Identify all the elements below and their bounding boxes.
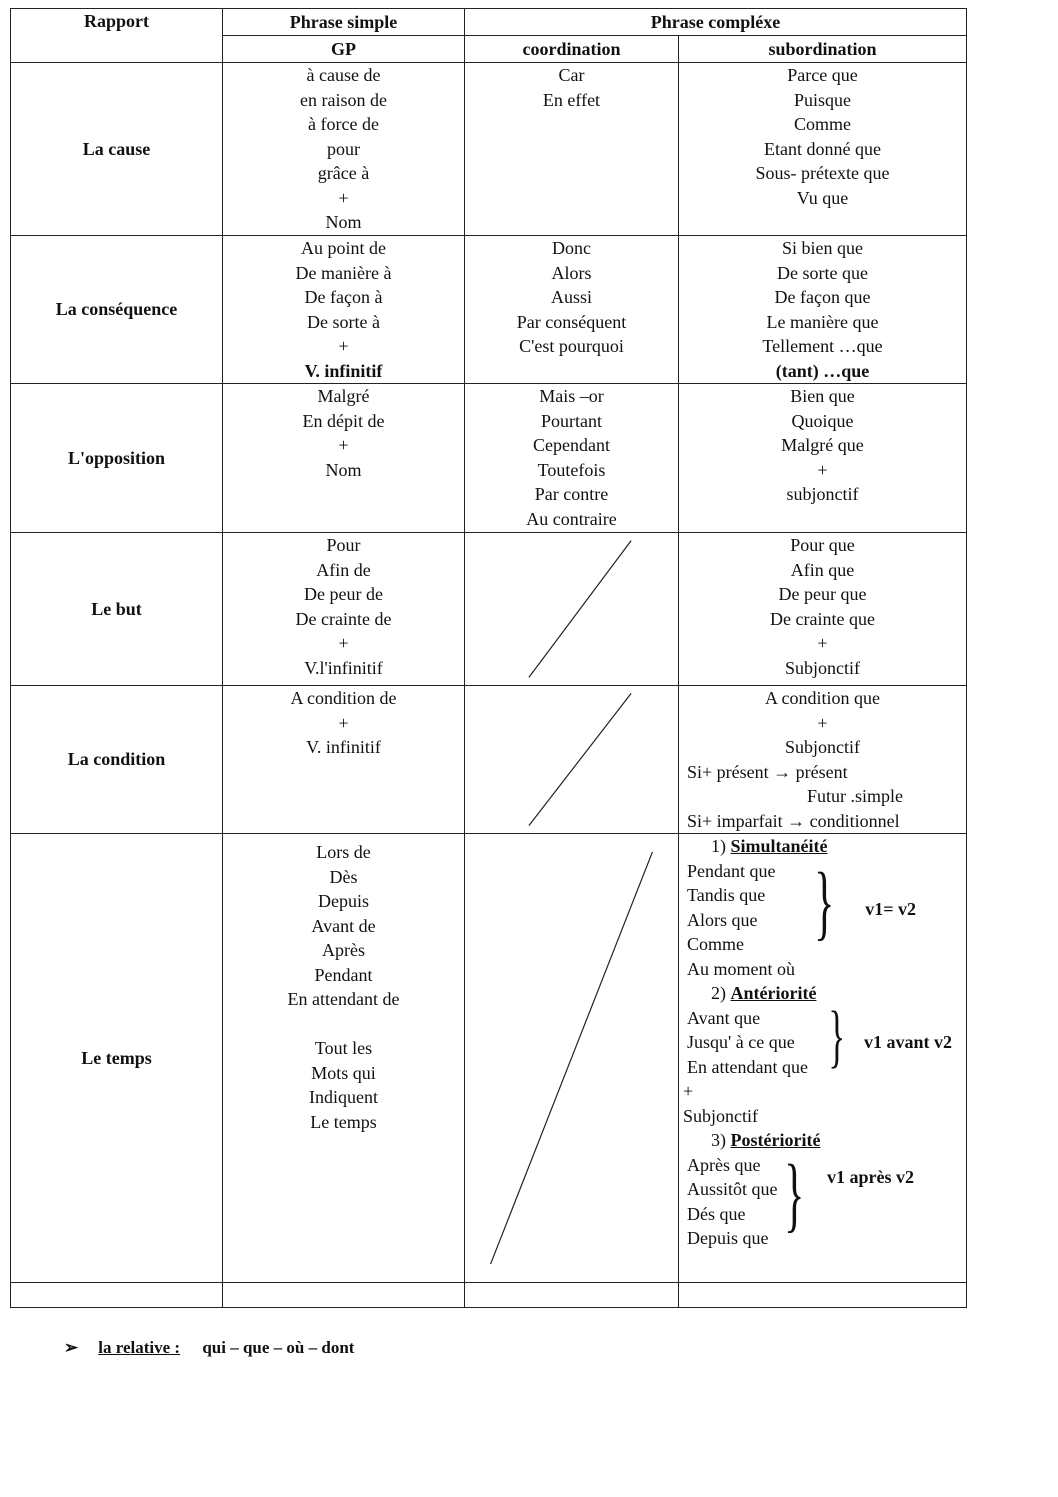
sub-item: Malgré que: [781, 435, 864, 455]
sub-item: Si bien que: [782, 238, 863, 258]
gp-cell: [223, 834, 465, 1283]
bullet-arrow-icon: ➢: [64, 1338, 79, 1357]
gp-item: à force de: [308, 114, 379, 134]
conj-item: Au moment où: [687, 958, 795, 979]
gp-item: [227, 1012, 460, 1037]
conj-item: Pendant que: [687, 860, 776, 881]
table-row-temps: [11, 834, 967, 1283]
conj-item: Comme: [687, 934, 744, 954]
plus-sign: +: [683, 1081, 694, 1101]
subsection-title: Postériorité: [730, 1130, 821, 1150]
coord-item: Cependant: [533, 435, 610, 455]
anteriorite-group: [683, 997, 962, 1080]
header-phrase-simple: Phrase simple: [223, 9, 465, 36]
brace-icon: }: [813, 855, 834, 949]
sub-item: Afin que: [790, 559, 855, 580]
gp-item: +: [338, 435, 349, 455]
empty-cell-slash: [465, 533, 678, 685]
gp-item: Malgré: [317, 386, 370, 406]
subsection-anteriorite: [683, 981, 962, 1006]
sub-item: A condition que: [765, 688, 880, 708]
relation-tag: v1 avant v2: [863, 1031, 952, 1052]
sub-item: +: [817, 459, 828, 480]
coordination-cell-empty: [465, 834, 679, 1283]
sub-item: Puisque: [793, 89, 851, 110]
coord-item: Au contraire: [526, 508, 617, 529]
simultaneite-group: [683, 855, 962, 982]
header-gp: GP: [223, 36, 465, 63]
conj-item: Aussitôt que: [687, 1179, 778, 1199]
coordination-cell-empty: [465, 533, 679, 686]
subordination-cell: [679, 686, 967, 834]
grammar-table: [10, 8, 967, 1308]
gp-item: Afin de: [316, 559, 371, 580]
si-imparfait-label: Si+ imparfait: [687, 810, 783, 831]
table-row-cause: [11, 63, 967, 236]
gp-item: V. infinitif: [304, 360, 383, 381]
gp-item: Le temps: [310, 1111, 377, 1132]
sub-item: Tellement …que: [762, 336, 883, 356]
sub-item: Bien que: [790, 386, 855, 406]
subsection-number: 2): [711, 983, 726, 1003]
arrow-icon: →: [787, 810, 806, 831]
sub-item: Sous- prétexte que: [755, 163, 890, 183]
gp-item: Mots qui: [311, 1062, 376, 1083]
subsection-posteriorite: [683, 1128, 962, 1153]
coord-item: Pourtant: [541, 410, 602, 431]
empty-cell: [223, 1283, 465, 1308]
rapport-label: Le temps: [11, 834, 223, 1283]
coord-item: Alors: [551, 262, 592, 283]
si-present-rule: [683, 760, 962, 785]
gp-cell: [223, 533, 465, 686]
gp-item: Indiquent: [309, 1087, 378, 1107]
subordination-cell: [679, 384, 967, 533]
header-coordination: coordination: [465, 36, 679, 63]
rapport-label: La cause: [11, 63, 223, 236]
sub-item: Quoique: [791, 410, 854, 431]
header-rapport: Rapport: [11, 9, 223, 63]
rapport-label: L'opposition: [11, 384, 223, 533]
gp-item: Nom: [325, 459, 362, 480]
sub-item: subjonctif: [786, 484, 859, 504]
coordination-cell: [465, 384, 679, 533]
si-present-label: Si+ présent: [687, 761, 769, 782]
arrow-icon: →: [773, 761, 792, 782]
coord-item: Aussi: [550, 287, 592, 307]
empty-cell-slash: [465, 686, 678, 833]
conj-item: En attendant que: [687, 1056, 808, 1077]
subordination-cell: [679, 533, 967, 686]
coord-item: Par contre: [534, 484, 609, 504]
conj-item: Tandis que: [687, 885, 766, 905]
relation-tag: v1= v2: [865, 898, 916, 919]
gp-item: V.l'infinitif: [304, 657, 383, 678]
coord-item: Mais –or: [539, 386, 604, 406]
si-present-result-a: présent: [795, 761, 848, 782]
empty-cell: [465, 1283, 679, 1308]
table-row-opposition: [11, 384, 967, 533]
table-row-but: [11, 533, 967, 686]
mode-label: Subjonctif: [683, 1105, 758, 1126]
gp-item: Pendant: [314, 964, 373, 985]
si-imparfait-result: conditionnel: [809, 810, 900, 831]
coordination-cell-empty: [465, 686, 679, 834]
sub-item: Vu que: [796, 187, 849, 208]
sub-item: (tant) …que: [775, 360, 870, 381]
conj-item: Dés que: [687, 1203, 746, 1224]
sub-item: Comme: [794, 114, 851, 134]
conj-item: Après que: [687, 1154, 761, 1175]
gp-item: Tout les: [314, 1038, 373, 1058]
gp-item: A condition de: [290, 688, 397, 708]
coord-item: Toutefois: [537, 459, 606, 480]
sub-item: De peur que: [778, 584, 867, 604]
coord-item: C'est pourquoi: [519, 336, 624, 356]
subsection-title: Antériorité: [730, 983, 817, 1003]
coord-item: Car: [558, 65, 585, 85]
empty-cell-slash: [465, 834, 678, 1282]
gp-item: Depuis: [318, 891, 369, 911]
gp-item: De peur de: [304, 584, 383, 604]
empty-cell: [11, 1283, 223, 1308]
gp-item: grâce à: [317, 163, 370, 183]
header-phrase-complexe: Phrase compléxe: [465, 9, 967, 36]
sub-item: Etant donné que: [764, 138, 881, 159]
sub-item: De crainte que: [770, 608, 875, 629]
table-row-condition: [11, 686, 967, 834]
gp-item: Pour: [326, 535, 361, 555]
rapport-label: Le but: [11, 533, 223, 686]
rapport-label: La condition: [11, 686, 223, 834]
gp-item: Nom: [325, 212, 362, 232]
gp-item: En dépit de: [302, 410, 385, 431]
relation-tag: v1 après v2: [827, 1166, 914, 1187]
sub-item: De sorte que: [777, 262, 868, 283]
sub-item: De façon que: [774, 287, 871, 307]
gp-item: +: [338, 633, 349, 653]
gp-item: Dès: [329, 866, 358, 887]
si-imparfait-rule: [683, 809, 962, 834]
gp-cell: [223, 63, 465, 236]
table-header-row: [11, 9, 967, 36]
subsection-number: 1): [711, 836, 726, 856]
relative-pronouns: qui – que – où – dont: [202, 1338, 355, 1357]
gp-item: En attendant de: [287, 989, 400, 1009]
table-row-consequence: [11, 236, 967, 384]
coord-item: Donc: [552, 238, 591, 258]
gp-cell: [223, 686, 465, 834]
conj-item: Alors que: [687, 909, 758, 930]
sub-item: +: [817, 712, 828, 733]
coordination-cell: [465, 236, 679, 384]
subordination-cell: [679, 236, 967, 384]
empty-cell: [679, 1283, 967, 1308]
brace-icon: }: [828, 997, 846, 1075]
gp-item: en raison de: [300, 89, 387, 110]
rapport-label: La conséquence: [11, 236, 223, 384]
gp-item: De façon à: [304, 287, 383, 307]
brace-icon: }: [783, 1147, 804, 1241]
gp-item: De sorte à: [307, 311, 380, 332]
subordination-cell: [679, 834, 967, 1283]
coordination-cell: [465, 63, 679, 236]
sub-item: Pour que: [790, 535, 855, 555]
table-row-empty: [11, 1283, 967, 1308]
sub-item: +: [817, 633, 828, 653]
header-subordination: subordination: [679, 36, 967, 63]
coord-item: Par conséquent: [516, 311, 627, 332]
subsection-title: Simultanéité: [730, 836, 828, 856]
gp-item: pour: [327, 138, 360, 159]
gp-item: +: [338, 187, 349, 208]
subordination-cell: [679, 63, 967, 236]
posteriorite-group: [683, 1147, 962, 1251]
sub-item: Parce que: [787, 65, 858, 85]
relative-label: la relative :: [98, 1338, 181, 1357]
gp-item: à cause de: [306, 65, 381, 85]
gp-item: +: [338, 336, 349, 356]
gp-cell: [223, 236, 465, 384]
sub-item: Le manière que: [766, 311, 879, 332]
sub-item: Subjonctif: [785, 657, 860, 678]
coord-item: En effet: [542, 89, 601, 110]
si-present-result-b: Futur .simple: [807, 786, 904, 806]
gp-item: De manière à: [295, 262, 392, 283]
gp-item: De crainte de: [295, 608, 392, 629]
subsection-number: 3): [711, 1130, 726, 1150]
gp-item: V. infinitif: [306, 737, 381, 757]
gp-item: Avant de: [311, 915, 376, 936]
conj-item: Depuis que: [687, 1228, 769, 1248]
gp-item: Après: [322, 940, 365, 960]
relative-note: [64, 1338, 354, 1358]
gp-item: Lors de: [316, 842, 371, 862]
sub-item: Subjonctif: [785, 737, 860, 757]
gp-item: +: [338, 712, 349, 733]
gp-item: Au point de: [301, 238, 386, 258]
gp-cell: [223, 384, 465, 533]
conj-item: Avant que: [687, 1007, 761, 1028]
conj-item: Jusqu' à ce que: [687, 1032, 795, 1052]
